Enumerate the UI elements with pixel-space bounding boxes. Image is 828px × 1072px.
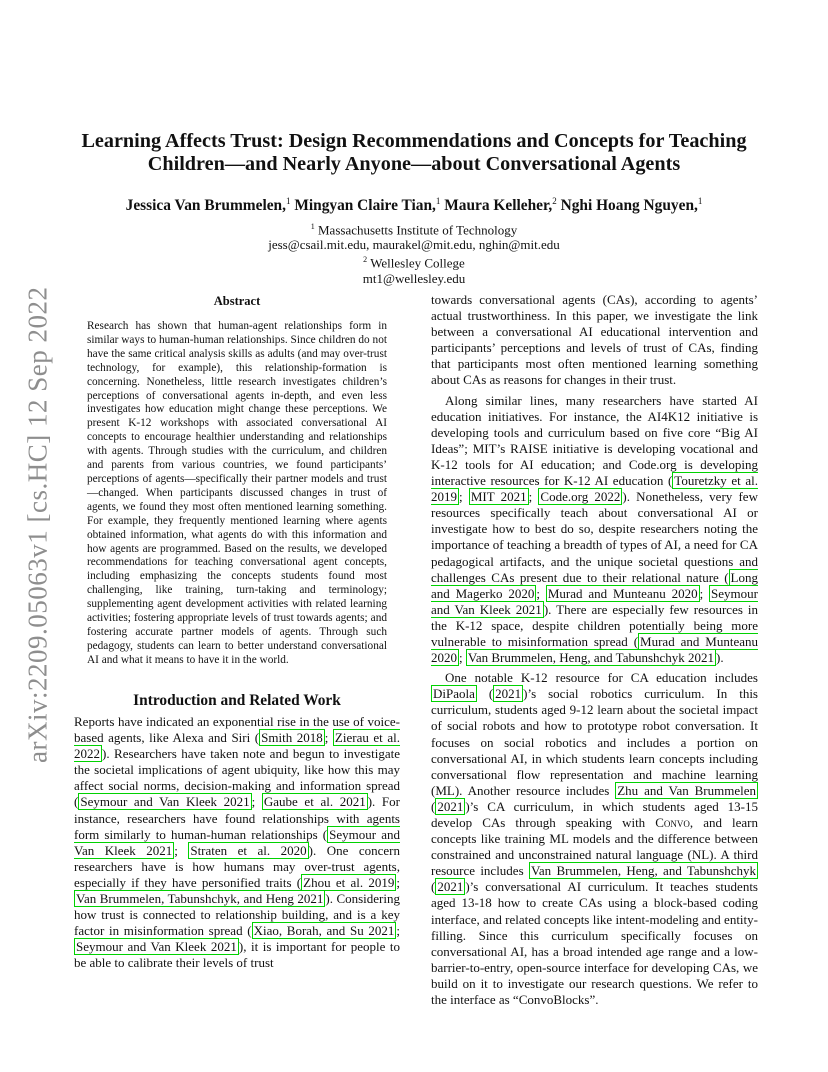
citation-link[interactable]: 2021 xyxy=(437,879,464,895)
body-text: ). Nonetheless, very few resources specifically teach about conversational AI or investigate how to best do so, despite researchers noting the importance of teaching a breadth of types of AI, a need for CA pedagogical artifacts, and the unique societal questions and challenges CAs present due to their relational nature ( xyxy=(431,489,758,585)
citation-link[interactable]: DiPaola xyxy=(433,686,475,702)
citation-link[interactable]: Seymour and Van Kleek 2021 xyxy=(74,826,400,858)
body-text: ; xyxy=(396,923,401,939)
citation-link[interactable]: Seymour and Van Kleek 2021 xyxy=(431,585,758,617)
body-text: ). One concern researchers have is how humans may over-trust agents, especially if they have personified traits ( xyxy=(74,842,400,890)
body-text: ; xyxy=(459,650,466,666)
author-list xyxy=(74,192,754,215)
citation-link[interactable]: Smith 2018 xyxy=(261,730,323,746)
body-text: ; xyxy=(699,585,710,601)
paper-title xyxy=(74,130,754,176)
citation-link[interactable]: Code.org 2022 xyxy=(540,489,621,505)
section-heading-introduction: Introduction and Related Work xyxy=(133,692,341,709)
body-text: ). Researchers have taken note and begun to investigate the societal implications of agent ubiquity, like how this may affect social norms, decision-making and information spread ( xyxy=(74,746,400,810)
body-text: ; xyxy=(174,842,189,858)
affiliation-1-emails: jess@csail.mit.edu, maurakel@mit.edu, nghin@mit.edu xyxy=(268,237,560,253)
intro-paragraph xyxy=(74,714,400,972)
author-name: Maura Kelleher, xyxy=(444,197,553,215)
body-text: ), it is important for people to be able to calibrate their levels of trust xyxy=(74,939,400,971)
body-text: ( xyxy=(431,798,436,814)
affiliation-number: 2 xyxy=(363,255,368,265)
author-name: Jessica Van Brummelen, xyxy=(125,197,286,215)
body-text: ; xyxy=(536,585,546,601)
body-text: )’s CA curriculum, in which students aged 13-15 develop CAs through speaking with xyxy=(431,798,758,830)
title-line-1: Learning Affects Trust: Design Recommendations and Concepts for Teaching xyxy=(81,130,747,152)
citation-link[interactable]: Touretzky et al. 2019 xyxy=(431,473,759,505)
body-paragraph xyxy=(431,670,758,1008)
citation-link[interactable]: Van Brummelen, Heng, and Tabunshchyk 2021 xyxy=(467,650,715,666)
body-text: ( xyxy=(476,686,494,702)
citation-link[interactable]: MIT 2021 xyxy=(470,489,527,505)
affiliation-2 xyxy=(74,252,754,270)
body-text: Reports have indicated an exponential rise in the use of voice-based agents, like Alexa and Siri ( xyxy=(74,714,400,746)
body-text: ( xyxy=(431,879,436,895)
right-column xyxy=(431,292,758,1012)
body-text: One notable K-12 resource for CA education includes xyxy=(445,670,758,686)
citation-link[interactable]: Zhou et al. 2019 xyxy=(303,874,395,890)
citation-link[interactable]: Xiao, Borah, and Su 2021 xyxy=(253,923,395,939)
author-affiliation-mark: 1 xyxy=(285,196,291,206)
abstract-text: Research has shown that human-agent relationships form in similar ways to human-human relationships. Since children do not have the same critical analysis skills as adults (and may over-trust technology, for example), this relationship-formation is concerning. Nonetheless, little research investigates children’s perceptions of conversational agents in-depth, and even less investigates how education might change these perceptions. We present K-12 workshops with associated conversational AI concepts to encourage healthier understanding and relationships with agents. Through studies with the curriculum, and children and parents from various countries, we found participants’ perceptions of agents—specifically their partner models and trust—changed. When participants discussed changes in trust of agents, we found they most often mentioned learning something. For example, they frequently mentioned learning where agents obtained information, what agents do with this information and how agents are programmed. Based on the results, we developed recommendations for teaching conversational agent concepts, including emphasizing the concepts students found most challenging, like training, turn-taking and terminology; supplementing agent development activities with related learning activities; fostering appropriate levels of trust towards agents; and fostering accurate partner models of agents. Through such pedagogy, students can learn to better understand conversational AI and what it means to have it in the world. xyxy=(87,320,387,666)
author-name: Nghi Hoang Nguyen, xyxy=(560,197,698,215)
body-text: Along similar lines, many researchers have started AI education initiatives. For instance, the AI4K12 initiative is developing tools and curriculum based on five core “Big AI Ideas”; MIT’s RAISE initiative is developing vocational and K-12 tools for AI education; and Code.org is developing interactive resources for K-12 AI education ( xyxy=(431,392,758,489)
citation-link[interactable]: Long and Magerko 2020 xyxy=(431,569,758,601)
affiliation-name: Wellesley College xyxy=(370,255,465,271)
author-affiliation-mark: 1 xyxy=(435,196,441,206)
affiliation-1 xyxy=(74,219,754,237)
affiliation-number: 1 xyxy=(310,222,315,232)
body-text: ). xyxy=(716,650,724,666)
body-text: )’s conversational AI curriculum. It teaches students aged 13-18 how to create CAs using a block-based coding interface, and related concepts like intent-modeling and entity-filling. Since this curriculum specifically focuses on conversational AI, has a broad intended age range and a low-barrier-to-entry, open-source interface for developing CAs, we build on it to investigate our research questions. We refer to the interface as “ConvoBlocks”. xyxy=(431,879,758,1008)
body-paragraph: towards conversational agents (CAs), according to agents’ actual trustworthiness. In this paper, we investigate the link between a conversational AI educational intervention and participants’ perceptions and levels of trust of CAs, finding that participants most often mentioned learning something about CAs as reasons for changes in their trust. xyxy=(431,292,758,388)
citation-link[interactable]: Gaube et al. 2021 xyxy=(263,794,366,810)
author-affiliation-mark: 2 xyxy=(552,196,557,206)
abstract-heading: Abstract xyxy=(213,294,261,308)
citation-link[interactable]: Murad and Munteanu 2020 xyxy=(547,585,698,601)
citation-link[interactable]: Van Brummelen, Heng, and Tabunshchyk xyxy=(530,863,757,879)
citation-link[interactable]: Zhu and Van Brummelen xyxy=(617,782,756,798)
author-name: Mingyan Claire Tian, xyxy=(294,197,436,215)
citation-link[interactable]: Zierau et al. 2022 xyxy=(74,730,400,762)
paper-header xyxy=(74,130,754,286)
citation-link[interactable]: Straten et al. 2020 xyxy=(190,842,307,858)
citation-link[interactable]: Murad and Munteanu 2020 xyxy=(431,633,759,666)
body-text: ; xyxy=(528,489,539,505)
body-text: ; xyxy=(324,730,333,746)
body-text: ). For instance, researchers have found relationships with agents form similarly to human-human relationships ( xyxy=(74,794,400,842)
body-text: ; xyxy=(459,489,469,505)
arxiv-identifier: arXiv:2209.05063v1 [cs.HC] 12 Sep 2022 xyxy=(22,286,53,764)
title-line-2: Children—and Nearly Anyone—about Conversational Agents xyxy=(147,153,681,175)
system-name: Convo xyxy=(655,815,690,830)
body-text: ; xyxy=(251,794,262,810)
citation-link[interactable]: Seymour and Van Kleek 2021 xyxy=(76,939,237,955)
affiliation-name: Massachusetts Institute of Technology xyxy=(318,222,518,238)
citation-link[interactable]: 2021 xyxy=(495,686,522,702)
citation-link[interactable]: Van Brummelen, Tabunshchyk, and Heng 2021 xyxy=(76,891,324,907)
body-text: ). There are especially few resources in the K-12 space, despite children potentially being more vulnerable to misinformation spread ( xyxy=(431,601,759,649)
body-paragraph xyxy=(431,393,758,667)
body-text: ). Considering how trust is connected to relationship building, and is a key factor in misinformation spread ( xyxy=(74,891,400,939)
citation-link[interactable]: Seymour and Van Kleek 2021 xyxy=(80,794,250,810)
body-text: ; xyxy=(396,874,400,890)
body-text: )’s social robotics curriculum. In this curriculum, students aged 9-12 learn about the societal impact of social robots and how to prototype robot conversation. It focuses on social robotics and includes a portion on conversational AI, in which students learn concepts including conversational flow representation and machine learning (ML). Another resource includes xyxy=(431,686,758,798)
author-affiliation-mark: 1 xyxy=(697,196,703,206)
affiliation-2-email: mt1@wellesley.edu xyxy=(362,270,466,286)
citation-link[interactable]: 2021 xyxy=(437,798,464,814)
body-text: , and learn concepts like training ML models and the difference between constrained and unconstrained natural language (NL). A third resource includes xyxy=(431,815,758,879)
